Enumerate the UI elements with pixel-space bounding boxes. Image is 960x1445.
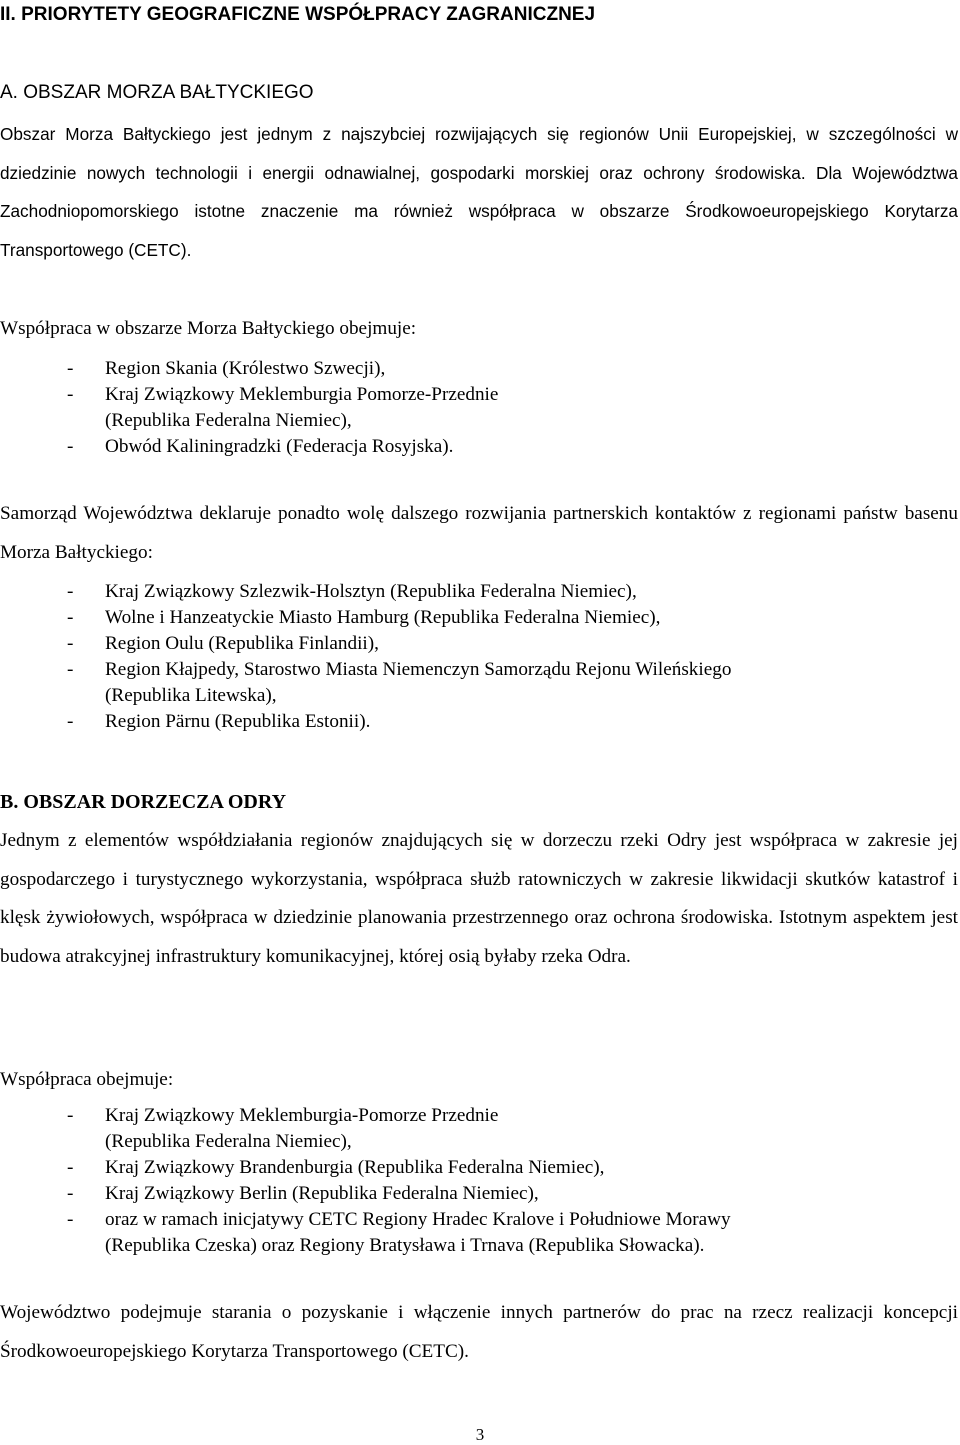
- list-item: [0, 709, 731, 735]
- list-item-text: Region Skania (Królestwo Szwecji),: [105, 358, 386, 379]
- section-a-heading: A. OBSZAR MORZA BAŁTYCKIEGO: [0, 82, 314, 103]
- dash-bullet: -: [67, 581, 74, 602]
- chapter-heading: II. PRIORYTETY GEOGRAFICZNE WSPÓŁPRACY ZAGRANICZNEJ: [0, 4, 596, 25]
- section-a-partner-list: [0, 579, 731, 735]
- list-item: [0, 356, 498, 382]
- dash-bullet: -: [67, 1105, 74, 1126]
- list-item: [0, 657, 731, 709]
- dash-bullet: -: [67, 633, 74, 654]
- list-item: [0, 631, 731, 657]
- list-item-text: Kraj Związkowy Meklemburgia Pomorze-Przednie: [105, 384, 499, 405]
- section-b-heading: B. OBSZAR DORZECZA ODRY: [0, 791, 287, 813]
- section-a-intro: Obszar Morza Bałtyckiego jest jednym z najszybciej rozwijających się regionów Unii Europejskiej, w szczególności w dziedzinie nowych technologii i energii odnawialnej, gospodarki morskiej oraz ochrony środowiska. Dla Województwa Zachodniopomorskiego istotne znaczenie ma również współpraca w obszarze Środkowoeuropejskiego Korytarza Transportowego (CETC).: [0, 124, 958, 260]
- list-item-text-continued: (Republika Litewska),: [105, 685, 277, 706]
- list-item-text: Kraj Związkowy Brandenburgia (Republika Federalna Niemiec),: [105, 1157, 605, 1178]
- list-item-text: Kraj Związkowy Szlezwik-Holsztyn (Republika Federalna Niemiec),: [105, 581, 637, 602]
- list-item: [0, 382, 498, 434]
- dash-bullet: -: [67, 607, 74, 628]
- list-item-text: Wolne i Hanzeatyckie Miasto Hamburg (Republika Federalna Niemiec),: [105, 607, 661, 628]
- list-item-text: Region Kłajpedy, Starostwo Miasta Niemenczyn Samorządu Rejonu Wileńskiego: [105, 659, 732, 680]
- list-item: [0, 1207, 731, 1259]
- list-item: [0, 1155, 731, 1181]
- list-item-text-continued: (Republika Federalna Niemiec),: [105, 410, 352, 431]
- list-item-text: oraz w ramach inicjatywy CETC Regiony Hradec Kralove i Południowe Morawy: [105, 1209, 731, 1230]
- list-item-text: Region Pärnu (Republika Estonii).: [105, 711, 371, 732]
- list-item-text: Kraj Związkowy Meklemburgia-Pomorze Przednie: [105, 1105, 499, 1126]
- dash-bullet: -: [67, 1183, 74, 1204]
- list-item-text-continued: (Republika Czeska) oraz Regiony Bratysława i Trnava (Republika Słowacka).: [105, 1235, 705, 1256]
- dash-bullet: -: [67, 358, 74, 379]
- section-b-cooperation-lead: Współpraca obejmuje:: [0, 1069, 174, 1090]
- list-item-text: Kraj Związkowy Berlin (Republika Federalna Niemiec),: [105, 1183, 539, 1204]
- list-item: [0, 579, 731, 605]
- dash-bullet: -: [67, 1209, 74, 1230]
- page-number: 3: [475, 1425, 485, 1444]
- list-item: [0, 1103, 731, 1155]
- section-a-cooperation-lead: Współpraca w obszarze Morza Bałtyckiego obejmuje:: [0, 318, 417, 339]
- dash-bullet: -: [67, 659, 74, 680]
- dash-bullet: -: [67, 384, 74, 405]
- list-item-text: Obwód Kaliningradzki (Federacja Rosyjska).: [105, 436, 454, 457]
- section-a-willingness-paragraph: Samorząd Województwa deklaruje ponadto wolę dalszego rozwijania partnerskich kontaktów z regionami państw basenu Morza Bałtyckiego:: [0, 503, 958, 563]
- dash-bullet: -: [67, 1157, 74, 1178]
- list-item: [0, 434, 498, 460]
- section-b-intro: Jednym z elementów współdziałania regionów znajdujących się w dorzeczu rzeki Odry jest współpraca w zakresie jej gospodarczego i turystycznego wykorzystania, współpraca służb ratowniczych w zakresie likwidacji skutków katastrof i klęsk żywiołowych, współpraca w dziedzinie planowania przestrzennego oraz ochrona środowiska. Istotnym aspektem jest budowa atrakcyjnej infrastruktury komunikacyjnej, której osią byłaby rzeka Odra.: [0, 830, 958, 967]
- dash-bullet: -: [67, 436, 74, 457]
- section-b-cooperation-list: [0, 1103, 731, 1259]
- section-a-cooperation-list: [0, 356, 498, 460]
- section-b-closing-paragraph: Województwo podejmuje starania o pozyskanie i włączenie innych partnerów do prac na rzecz realizacji koncepcji Środkowoeuropejskiego Korytarza Transportowego (CETC).: [0, 1302, 958, 1362]
- list-item: [0, 1181, 731, 1207]
- list-item-text: Region Oulu (Republika Finlandii),: [105, 633, 379, 654]
- dash-bullet: -: [67, 711, 74, 732]
- list-item-text-continued: (Republika Federalna Niemiec),: [105, 1131, 352, 1152]
- list-item: [0, 605, 731, 631]
